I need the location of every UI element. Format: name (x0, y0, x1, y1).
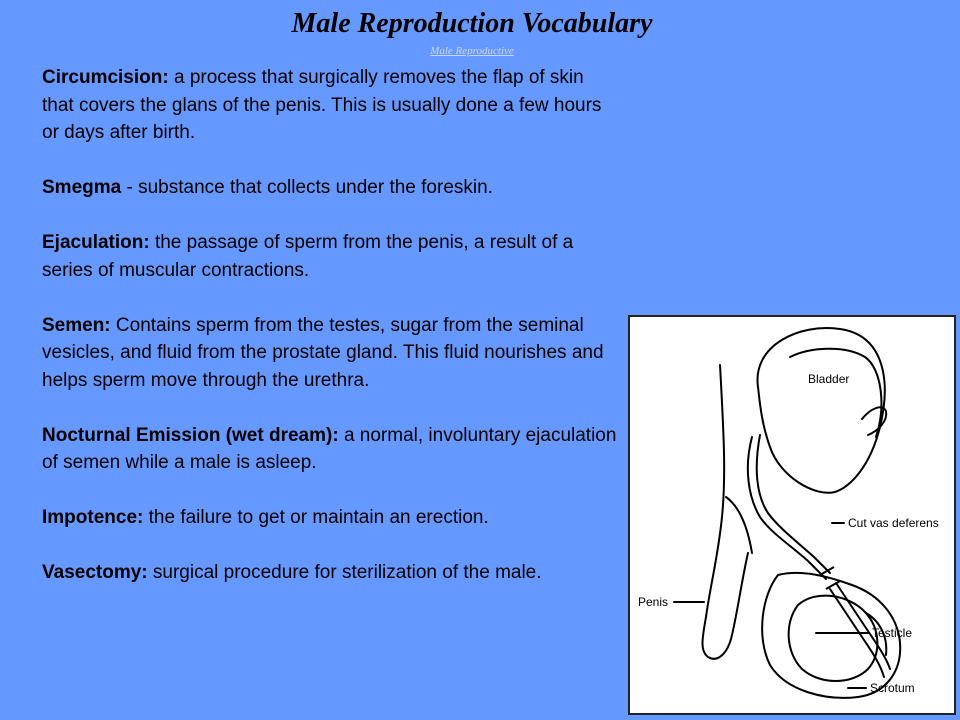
definition-text: the passage of sperm from the penis, a result of a series of muscular contractions. (42, 232, 574, 281)
definition-smegma (42, 174, 620, 202)
male-reproductive-link[interactable]: Male Reproductive (430, 45, 514, 57)
definition-term: Impotence: (42, 507, 144, 528)
vasectomy-diagram (628, 315, 956, 715)
definition-term: Circumcision: (42, 67, 169, 88)
diagram-illustration (630, 317, 954, 713)
definition-term: Ejaculation: (42, 232, 150, 253)
definition-term: Smegma (42, 177, 122, 198)
bladder-outer-wall (790, 349, 881, 437)
penis-front (726, 497, 752, 553)
definition-term: Nocturnal Emission (wet dream): (42, 424, 339, 446)
definition-impotence (42, 504, 620, 532)
bladder-label: Bladder (808, 372, 850, 386)
cut-vas-deferens-label: Cut vas deferens (848, 516, 939, 530)
definition-text: Contains sperm from the testes, sugar from the seminal vesicles, and fluid from the prostate gland. This fluid nourishes and helps sperm move through the urethra. (42, 314, 604, 391)
definition-nocturnal-emission (42, 422, 620, 477)
definition-text: - substance that collects under the foreskin. (121, 177, 493, 198)
slide-title: Male Reproduction Vocabulary (291, 8, 653, 39)
testicle-label: Testicle (872, 626, 913, 640)
cut-mark-upper (820, 567, 834, 575)
penis-label: Penis (638, 595, 669, 609)
definition-text: surgical procedure for sterilization of the male. (147, 562, 542, 583)
definition-semen (42, 312, 620, 395)
definitions-list (42, 64, 620, 614)
definition-text: the failure to get or maintain an erection. (143, 507, 489, 528)
definition-vasectomy (42, 559, 620, 587)
penis-shape (703, 365, 749, 659)
bladder-shape (757, 328, 884, 493)
definition-circumcision (42, 64, 620, 147)
scrotum-label: Scrotum (870, 681, 915, 695)
vas-deferens-upper-inner (757, 435, 830, 573)
definition-term: Vasectomy: (42, 562, 148, 583)
definition-ejaculation (42, 229, 620, 284)
definition-term: Semen: (42, 314, 111, 336)
definition-text: a process that surgically removes the flap of skin that covers the glans of the penis. This is usually done a few hours or days after birth. (42, 67, 602, 143)
definition-text: a normal, involuntary ejaculation of semen while a male is asleep. (42, 424, 617, 473)
